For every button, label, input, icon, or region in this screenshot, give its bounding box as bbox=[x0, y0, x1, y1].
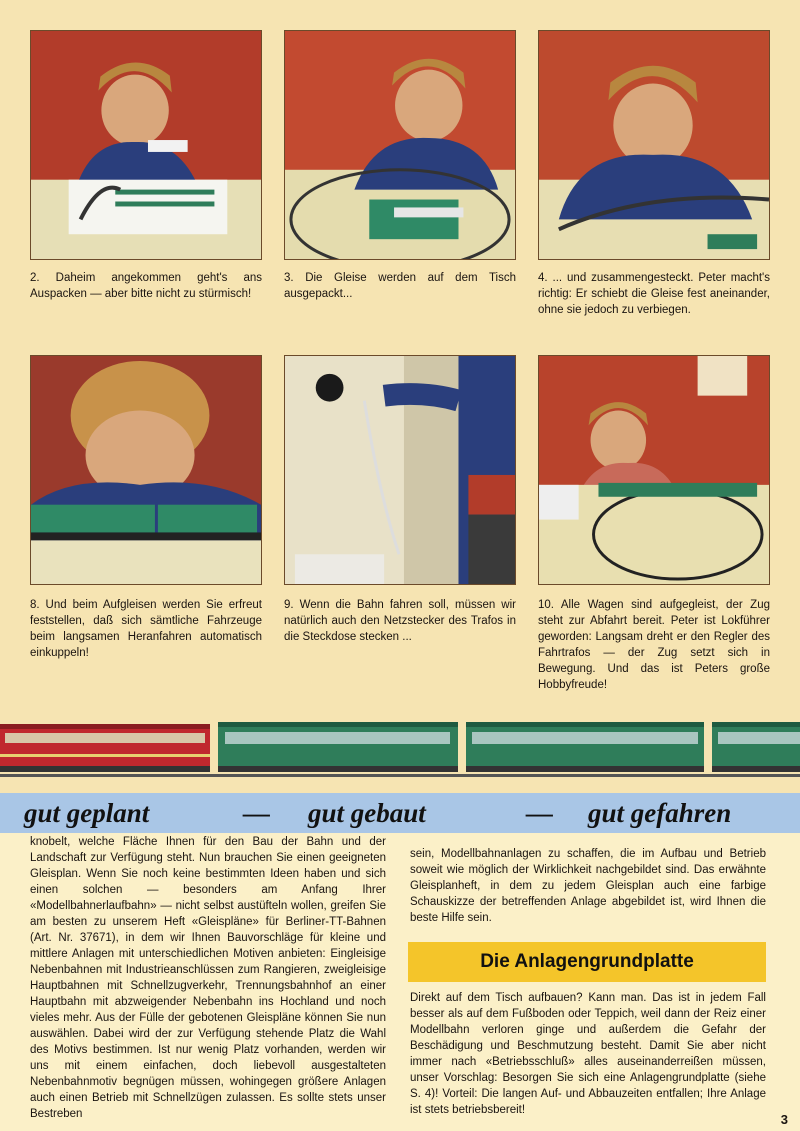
slogan-banner bbox=[0, 793, 800, 833]
photo-train-ready bbox=[538, 355, 770, 585]
slogan-part-3: gut gefahren bbox=[588, 798, 732, 828]
right-column-text-top: sein, Modellbahnanlagen zu schaffen, die im Aufbau und Betrieb soweit wie möglich der Wirklichkeit nachgebildet sind. Das erwähnte Gleisplanheft, in dem zu jedem Gleisplan auch eine farbige Schauskizze der betreffenden Anlage abgebildet ist, wird Ihnen die beste Hilfe sein. bbox=[410, 848, 766, 924]
caption-2: 2. Daheim angekommen geht's ans Auspacken — aber bitte nicht zu stürmisch! bbox=[30, 272, 262, 300]
caption-3: 3. Die Gleise werden auf dem Tisch ausgepackt... bbox=[284, 272, 516, 300]
caption-10: 10. Alle Wagen sind aufgegleist, der Zug steht zur Abfahrt bereit. Peter ist Lokführer geworden: Langsam dreht er den Regler des Fahrtrafos — der Zug setzt sich in Bewegung. Und das ist Peters große Hobbyfreude! bbox=[538, 599, 770, 691]
section-heading: Die Anlagengrundplatte bbox=[480, 951, 694, 972]
slogan-part-2: gut gebaut bbox=[308, 798, 426, 828]
green-wagon-1 bbox=[218, 722, 458, 772]
photo-unpacking-tracks bbox=[284, 30, 516, 260]
photo-plugging-transformer bbox=[284, 355, 516, 585]
slogan-dash-1: — bbox=[243, 798, 270, 828]
green-wagon-3 bbox=[712, 722, 800, 772]
slogan-dash-2: — bbox=[526, 798, 553, 828]
page-number: 3 bbox=[780, 1112, 788, 1127]
left-column-text: knobelt, welche Fläche Ihnen für den Bau der Bahn und der Landschaft zur Verfügung steht. Nun brauchen Sie einen geeigneten Gleisplan. Wenn Sie noch keine bestimmten Ideen haben und sich einen solchen — besonders am Anfang Ihrer «Modellbahnerlaufbahn» — nicht selbst austüfteln wollen, greifen Sie am besten zu unserem Heft «Gleispläne» für Berliner-TT-Bahnen (Art. Nr. 37671), in dem wir Ihnen Bauvorschläge für kleine und mittlere Anlagen mit unterschiedlichen Motiven anbieten: Eingleisige Nebenbahnen mit Industrieanschlüssen zum Rangieren, zweigleisige Hauptbahnen mit Schnellzugverkehr, Trennungsbahnhof an einer Hauptbahn mit abzweigender Nebenbahn ins Hochland und noch vieles mehr. Aus der Fülle der gebotenen Gleispläne können Sie nun auswählen. Dabei wird der zur Verfügung stehende Platz die Wahl des Motivs bestimmen. Ist nur wenig Platz vorhanden, werden wir uns mit einem einfachen, doch liebevoll ausgestalteten Nebenbahnmotiv begnügen müssen, wohingegen größere Anlagen auch einen Betrieb mit Schnellzügen zulassen. Es sollte stets unser Bestreben bbox=[30, 836, 386, 1120]
photo-assembling-tracks bbox=[538, 30, 770, 260]
green-wagon-2 bbox=[466, 722, 704, 772]
caption-4: 4. ... und zusammengesteckt. Peter macht's richtig: Er schiebt die Gleise fest aneinander, ohne sie jedoch zu verbiegen. bbox=[538, 272, 770, 316]
photo-unpacking bbox=[30, 30, 262, 260]
right-column-text-bottom: Direkt auf dem Tisch aufbauen? Kann man. Das ist in jedem Fall besser als auf dem Fußboden oder Teppich, weil dann der Reiz einer Modellbahn verloren ginge und außerdem die Gefahr der Beschädigung und Beschmutzung besteht. Damit Sie aber nicht immer nach «Betriebsschluß» alles auseinanderreißen müssen, unser Vorschlag: Besorgen Sie sich eine Anlagengrundplatte (siehe S. 4)! Vorteil: Die langen Auf- und Abbauzeiten entfallen; Ihre Anlage ist stets betriebsbereit! bbox=[410, 992, 766, 1116]
slogan-part-1: gut geplant bbox=[24, 798, 150, 828]
section-heading-box bbox=[408, 942, 766, 982]
dining-car bbox=[0, 724, 210, 772]
caption-8: 8. Und beim Aufgleisen werden Sie erfreut feststellen, daß sich sämtliche Fahrzeuge beim langsamen Heranfahren automatisch einkuppeln! bbox=[30, 599, 262, 659]
photo-coupling-wagons bbox=[30, 355, 262, 585]
train-illustration bbox=[0, 718, 800, 780]
caption-9: 9. Wenn die Bahn fahren soll, müssen wir natürlich auch den Netzstecker des Trafos in die Steckdose stecken ... bbox=[284, 599, 516, 643]
